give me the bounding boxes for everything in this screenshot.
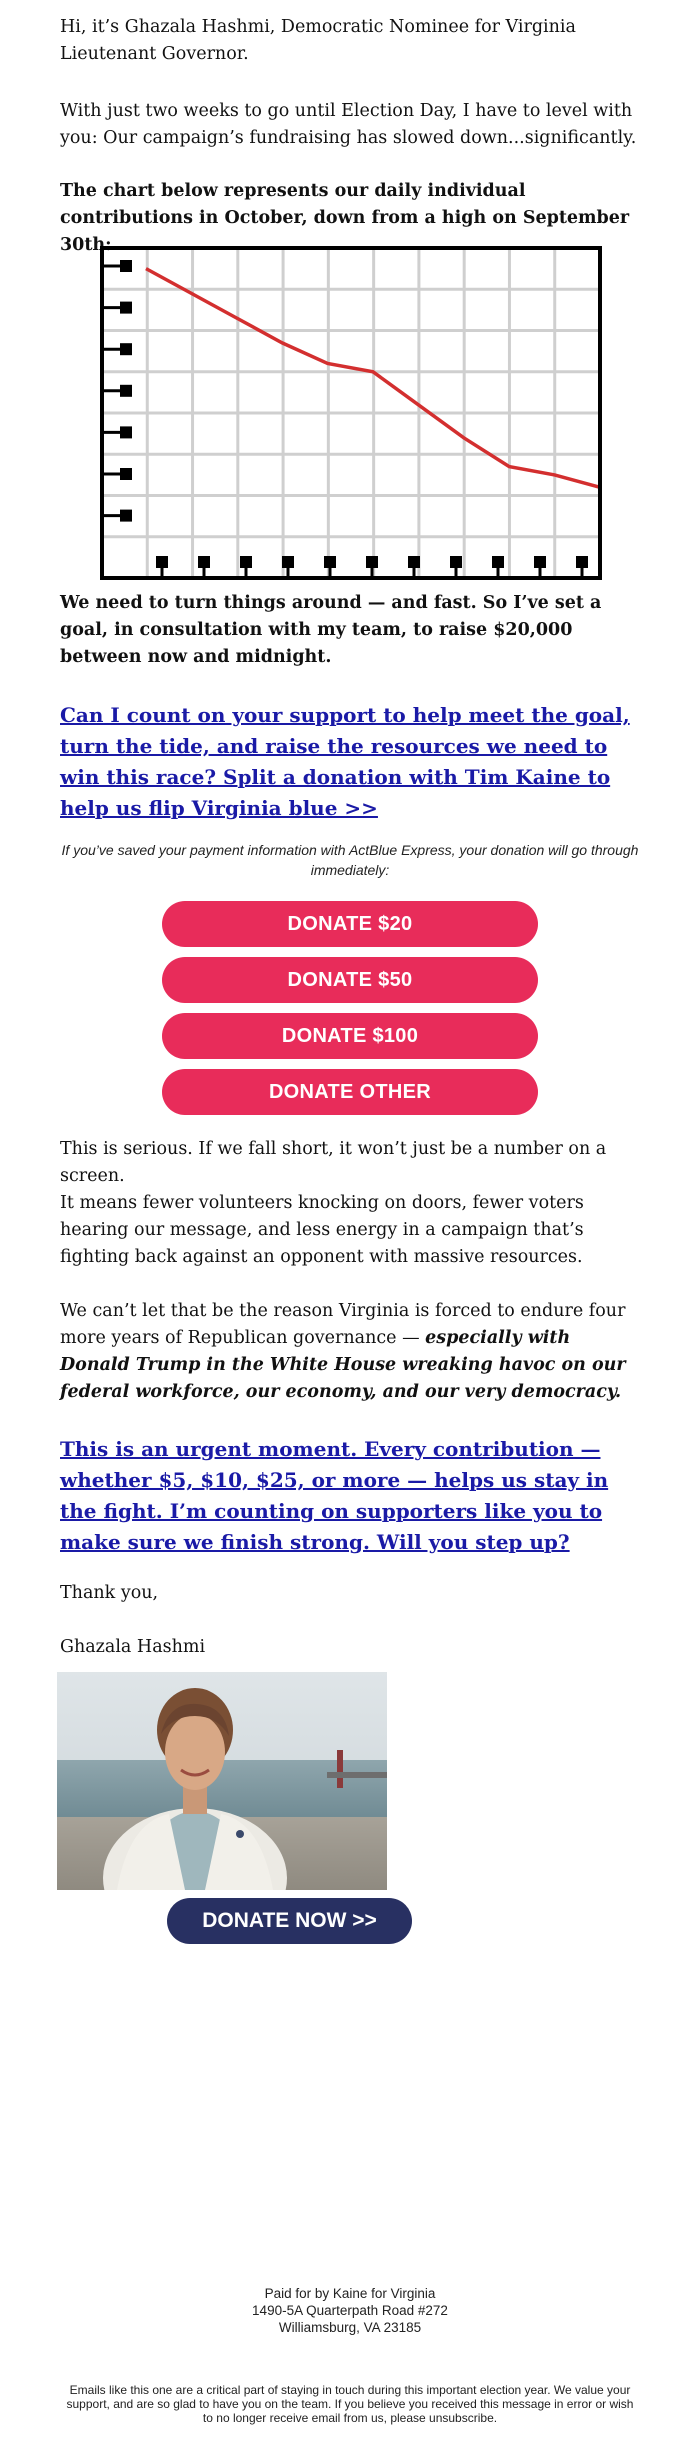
cant-let-paragraph [60, 1298, 640, 1406]
x-tick-mark [324, 556, 336, 568]
donate-now-button[interactable]: DONATE NOW >> [167, 1898, 412, 1944]
y-tick-mark [120, 510, 132, 522]
address-line-2: Williamsburg, VA 23185 [278, 2320, 422, 2335]
y-tick-mark [120, 426, 132, 438]
intro-paragraph: With just two weeks to go until Election Day, I have to level with you: Our campaign’s fundraising has slowed down...significantly. [60, 101, 637, 148]
urgent-paragraph [60, 1434, 640, 1558]
x-tick-mark [198, 556, 210, 568]
paid-for-line: Paid for by Kaine for Virginia [264, 2286, 436, 2301]
donate-50-button[interactable]: DONATE $50 [162, 957, 538, 1003]
x-tick-mark [492, 556, 504, 568]
goal-paragraph: We need to turn things around — and fast. So I’ve set a goal, in consultation with my team, to raise $20,000 between now and midnight. [60, 593, 602, 667]
x-tick-mark [240, 556, 252, 568]
greeting: Hi, it’s Ghazala Hashmi, Democratic Nominee for Virginia Lieutenant Governor. [60, 17, 576, 64]
x-tick-mark [450, 556, 462, 568]
address-line-1: 1490-5A Quarterpath Road #272 [252, 2303, 448, 2318]
cant-let-emphasis: especially with Donald Trump in the White House wreaking havoc on our federal workforce, our economy, and our very democracy. [60, 1328, 626, 1402]
y-tick-mark [120, 385, 132, 397]
x-tick-mark [156, 556, 168, 568]
y-tick-mark [120, 260, 132, 272]
candidate-photo [57, 1672, 387, 1890]
ask-paragraph [60, 700, 640, 824]
donate-ask-link[interactable]: Can I count on your support to help meet the goal, turn the tide, and raise the resources we need to win this race? Split a donation with Tim Kaine to help us flip Virginia blue >> [60, 703, 630, 820]
donate-20-button[interactable]: DONATE $20 [162, 901, 538, 947]
actblue-note: If you’ve saved your payment information with ActBlue Express, your donation will go through immediately: [61, 842, 639, 878]
contributions-chart [100, 246, 602, 580]
x-tick-mark [534, 556, 546, 568]
signature: Ghazala Hashmi [60, 1637, 206, 1657]
serious-paragraph: This is serious. If we fall short, it won’t just be a number on a screen. [60, 1139, 607, 1186]
x-tick-mark [576, 556, 588, 568]
y-tick-mark [120, 343, 132, 355]
thanks-line: Thank you, [60, 1583, 159, 1603]
cant-let-text: We can’t let that be the reason Virginia is forced to endure four more years of Republican governance — [60, 1301, 626, 1348]
chart-intro: The chart below represents our daily individual contributions in October, down from a high on September 30th: [60, 181, 630, 255]
urgent-donate-link[interactable]: This is an urgent moment. Every contribution — whether $5, $10, $25, or more — helps us stay in the fight. I’m counting on supporters like you to make sure we finish strong. Will you step up? [60, 1437, 609, 1554]
x-tick-mark [282, 556, 294, 568]
donate-other-button[interactable]: DONATE OTHER [162, 1069, 538, 1115]
y-tick-mark [120, 468, 132, 480]
donate-100-button[interactable]: DONATE $100 [162, 1013, 538, 1059]
x-tick-mark [408, 556, 420, 568]
means-paragraph: It means fewer volunteers knocking on doors, fewer voters hearing our message, and less energy in a campaign that’s fighting back against an opponent with massive resources. [60, 1193, 584, 1267]
disclaimer: Emails like this one are a critical part of staying in touch during this important election year. We value your support, and are so glad to have you on the team. If you believe you received this message in error or wish to no longer receive email from us, please unsubscribe. [66, 2383, 634, 2425]
paid-for-block [0, 2285, 700, 2336]
x-tick-mark [366, 556, 378, 568]
y-tick-mark [120, 302, 132, 314]
chart-svg [100, 246, 602, 580]
